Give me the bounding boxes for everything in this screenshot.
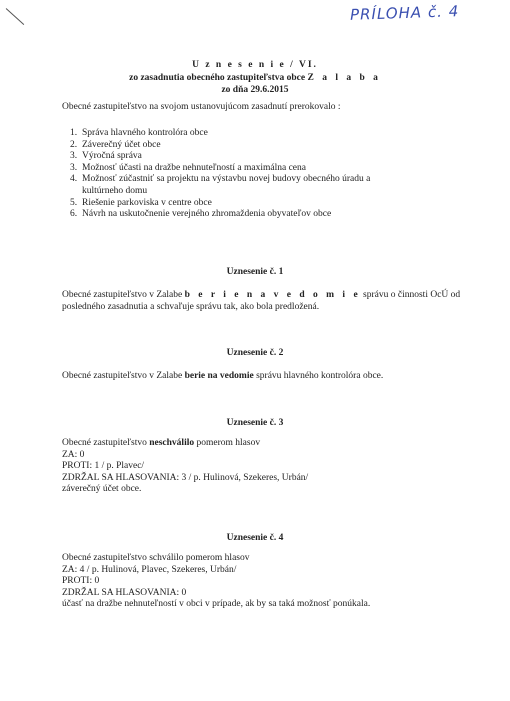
agenda-number: 3. [70, 162, 78, 173]
resolution-3-title: Uznesenie č. 3 [226, 418, 284, 428]
handwritten-annotation: PRÍLOHA č. 4 [349, 2, 460, 24]
document-date: zo dňa 29.6.2015 [221, 85, 289, 95]
resolution-2-title: Uznesenie č. 2 [226, 348, 284, 358]
agenda-number: 2. [70, 139, 78, 150]
agenda-number: 1. [70, 128, 78, 138]
document-title: U z n e s e n i e / VI. [192, 60, 318, 70]
resolution-3-verdict: neschválilo [149, 438, 195, 448]
agenda-text: Návrh na uskutočnenie verejného zhromaždenia obyvateľov obce [82, 209, 332, 220]
resolution-3-post: pomerom hlasov [196, 438, 261, 448]
resolution-1-verdict: b e r i e n a v e d o m i e [184, 290, 361, 300]
municipality-name: Z a l a b a [307, 73, 381, 83]
agenda-item [70, 198, 412, 210]
agenda-text: Výročná správa [82, 151, 142, 162]
resolution-4-title: Uznesenie č. 4 [226, 533, 284, 543]
resolution-2-pre: Obecné zastupiteľstvo v Zalabe [62, 371, 183, 381]
agenda-item [70, 209, 412, 221]
resolution-3-body [62, 438, 462, 496]
vote-abstained: ZDRŽAL SA HLASOVANIA: 3 / p. Hulinová, Szekeres, Urbán/ [62, 472, 309, 483]
resolution-1-post: správu o činnosti OcÚ od [363, 290, 461, 300]
resolution-4-body [62, 553, 462, 611]
resolution-1-line-1 [62, 290, 462, 302]
intro-text: Obecné zastupiteľstvo na svojom ustanovujúcom zasadnutí prerokovalo : [62, 102, 341, 112]
agenda-item [70, 128, 412, 140]
vote-against: PROTI: 0 [62, 576, 100, 587]
agenda-number: 5. [70, 197, 78, 208]
resolution-3-pre: Obecné zastupiteľstvo [62, 438, 147, 448]
resolution-2-verdict: berie na vedomie [184, 371, 254, 381]
agenda-item [70, 174, 412, 197]
resolution-3-subject: záverečný účet obce. [62, 484, 142, 495]
agenda-text: Záverečný účet obce [82, 139, 161, 150]
agenda-text: Možnosť zúčastniť sa projektu na výstavbu novej budovy obecného úradu a kultúrneho domu [82, 174, 371, 196]
agenda-list [70, 128, 412, 221]
scan-mark [6, 8, 25, 25]
vote-abstained: ZDRŽAL SA HLASOVANIA: 0 [62, 587, 187, 598]
agenda-number: 6. [70, 209, 78, 220]
resolution-1-title: Uznesenie č. 1 [226, 267, 284, 277]
vote-against: PROTI: 1 / p. Plavec/ [62, 461, 145, 472]
agenda-text: Správa hlavného kontrolóra obce [82, 128, 208, 138]
agenda-text: Možnosť účasti na dražbe nehnuteľností a maximálna cena [82, 162, 306, 173]
resolution-4-subject: účasť na dražbe nehnuteľností v obci v prípade, ak by sa taká možnosť ponúkala. [62, 599, 371, 610]
resolution-2-post: správu hlavného kontrolóra obce. [256, 371, 384, 381]
agenda-text: Riešenie parkoviska v centre obce [82, 197, 212, 208]
resolution-1-line-2: posledného zasadnutia a schvaľuje správu tak, ako bola predložená. [62, 301, 320, 312]
resolution-1-body [62, 290, 462, 313]
resolution-2-body [62, 371, 462, 383]
agenda-number: 4. [70, 174, 78, 185]
agenda-item [70, 140, 412, 152]
resolution-4-line-1: Obecné zastupiteľstvo schválilo pomerom hlasov [62, 553, 250, 563]
agenda-item [70, 163, 412, 175]
resolution-2-line-1 [62, 371, 462, 383]
resolution-1-pre: Obecné zastupiteľstvo v Zalabe [62, 290, 183, 300]
resolution-3-line-1 [62, 438, 462, 450]
document-subtitle [0, 73, 510, 83]
subtitle-text: zo zasadnutia obecného zastupiteľstva obce [129, 73, 306, 83]
agenda-item [70, 151, 412, 163]
agenda-number: 3. [70, 151, 78, 162]
vote-for: ZA: 0 [62, 449, 85, 460]
vote-for: ZA: 4 / p. Hulinová, Plavec, Szekeres, Urbán/ [62, 564, 237, 575]
